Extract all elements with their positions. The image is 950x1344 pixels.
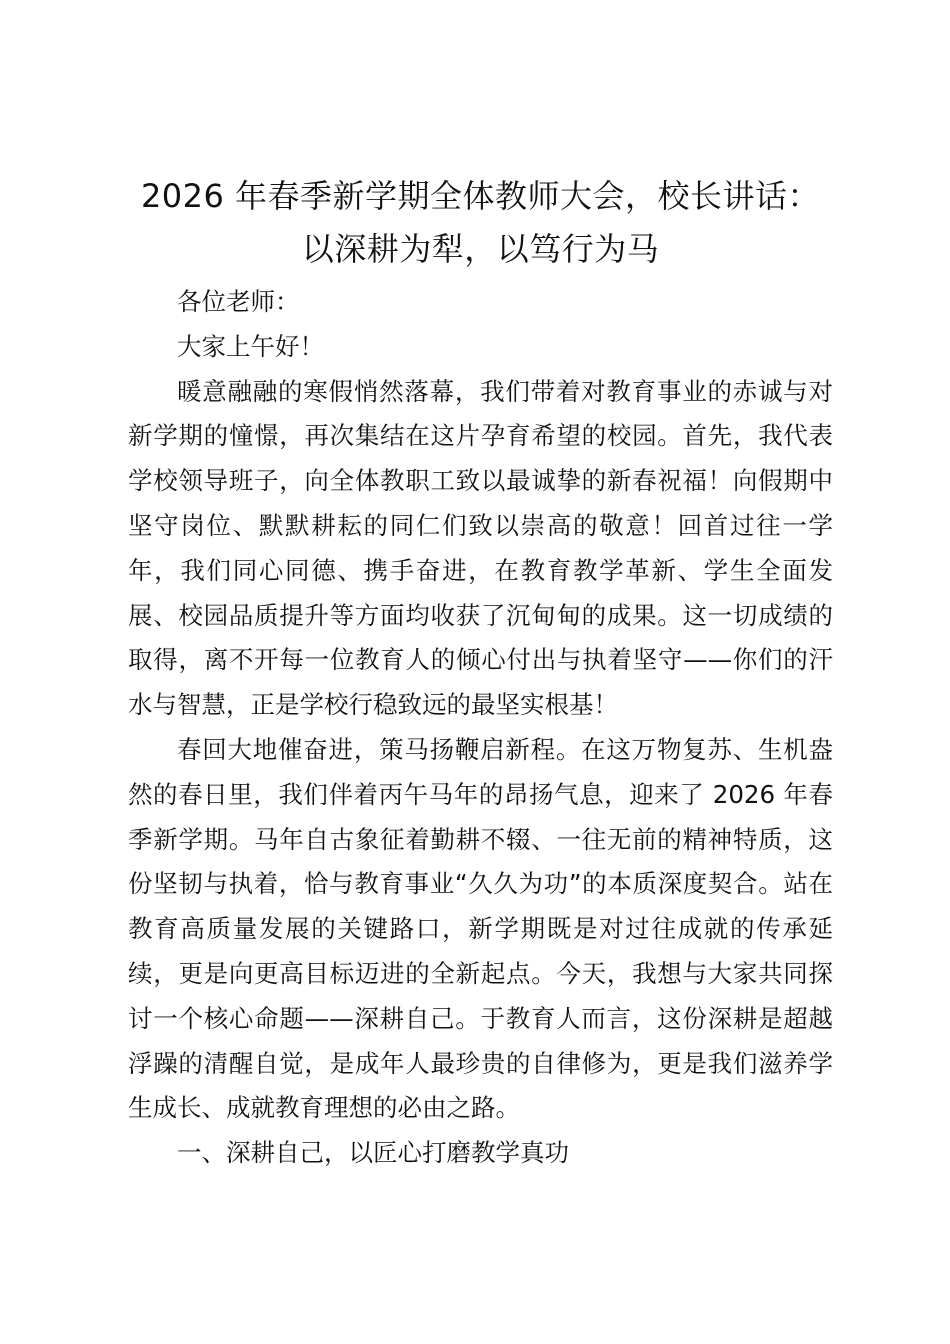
section-heading: 一、深耕自己，以匠心打磨教学真功 bbox=[177, 1138, 569, 1168]
title-line-2: 以深耕为犁，以笃行为马 bbox=[301, 230, 660, 268]
salutation: 各位老师： bbox=[177, 287, 300, 316]
body-paragraph-2: 春回大地催奋进，策马扬鞭启新程。在这万物复苏、生机盎然的春日里，我们伴着丙午马年的昂扬气息，迎来了 2026 年春季新学期。马年自古象征着勤耕不辍、一往无前的精神特质，这份坚韧与执着，恰与教育事业“久久为功”的本质深度契合。站在教育高质量发展的关键路口，新学期既是对过往成就的传承延续，更是向更高目标迈进的全新起点。今天，我想与大家共同探讨一个核心命题——深耕自己。于教育人而言，这份深耕是超越浮躁的清醒自觉，是成年人最珍贵的自律修为，更是我们滋养学生成长、成就教育理想的必由之路。 bbox=[128, 734, 833, 1123]
greeting: 大家上午好！ bbox=[177, 331, 324, 361]
body-paragraph-1: 暖意融融的寒假悄然落幕，我们带着对教育事业的赤诚与对新学期的憧憬，再次集结在这片孕育希望的校园。首先，我代表学校领导班子，向全体教职工致以最诚挚的新春祝福！向假期中坚守岗位、默默耕耘的同仁们致以崇高的敬意！回首过往一学年，我们同心同德、携手奋进，在教育教学革新、学生全面发展、校园品质提升等方面均收获了沉甸甸的成果。这一切成绩的取得，离不开每一位教育人的倾心付出与执着坚守——你们的汗水与智慧，正是学校行稳致远的最坚实根基！ bbox=[128, 376, 833, 720]
document-title bbox=[128, 170, 833, 276]
document-page bbox=[128, 170, 833, 1176]
title-line-1: 2026 年春季新学期全体教师大会，校长讲话： bbox=[140, 177, 821, 215]
